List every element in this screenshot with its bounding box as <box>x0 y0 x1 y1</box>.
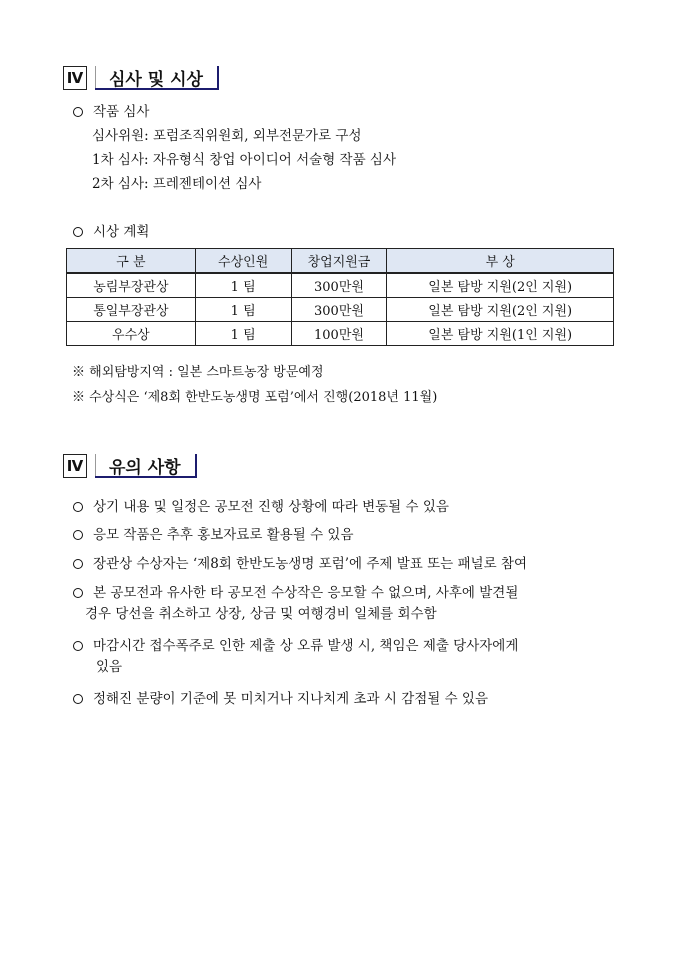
cell-winners: 1 팀 <box>195 298 291 322</box>
section-title: 심사 및 시상 <box>95 66 219 90</box>
notice-text-continued: 있음 <box>96 659 123 675</box>
circle-bullet-icon <box>73 530 83 540</box>
notice-text: 본 공모전과 유사한 타 공모전 수상작은 응모할 수 없으며, 사후에 발견될 <box>93 585 519 601</box>
review-heading-text: 작품 심사 <box>93 104 150 120</box>
award-heading-text: 시상 계획 <box>93 224 150 240</box>
circle-bullet-icon <box>73 502 83 512</box>
cell-fund: 300만원 <box>291 298 387 322</box>
notice-text: 마감시간 접수폭주로 인한 제출 상 오류 발생 시, 책임은 제출 당사자에게 <box>93 638 519 654</box>
award-table <box>66 248 614 346</box>
notice-text-continued: 경우 당선을 취소하고 상장, 상금 및 여행경비 일체를 회수함 <box>85 606 437 622</box>
table-row <box>67 322 614 346</box>
award-heading <box>73 223 149 241</box>
review-line: 1차 심사: 자유형식 창업 아이디어 서술형 작품 심사 <box>92 152 396 168</box>
review-heading <box>73 103 149 121</box>
notice-item <box>73 497 618 518</box>
review-line: 2차 심사: 프레젠테이션 심사 <box>92 176 262 192</box>
cell-winners: 1 팀 <box>195 322 291 346</box>
header-category: 구 분 <box>67 249 196 274</box>
notice-item <box>73 554 618 575</box>
header-winners: 수상인원 <box>195 249 291 274</box>
circle-bullet-icon <box>73 641 83 651</box>
circle-bullet-icon <box>73 107 83 117</box>
section-header-notice <box>63 454 197 478</box>
cell-prize: 일본 탐방 지원(2인 지원) <box>387 298 614 322</box>
cell-winners: 1 팀 <box>195 273 291 298</box>
notice-item <box>73 689 618 710</box>
section-header-review <box>63 66 219 90</box>
cell-prize: 일본 탐방 지원(1인 지원) <box>387 322 614 346</box>
notice-item <box>73 583 618 625</box>
notice-text: 응모 작품은 추후 홍보자료로 활용될 수 있음 <box>93 527 354 543</box>
cell-category: 통일부장관상 <box>67 298 196 322</box>
notice-text: 장관상 수상자는 ‘제8회 한반도농생명 포럼’에 주제 발표 또는 패널로 참여 <box>93 556 527 572</box>
circle-bullet-icon <box>73 694 83 704</box>
circle-bullet-icon <box>73 559 83 569</box>
cell-prize: 일본 탐방 지원(2인 지원) <box>387 273 614 298</box>
cell-category: 우수상 <box>67 322 196 346</box>
table-row <box>67 298 614 322</box>
section-numeral: Ⅳ <box>63 454 87 478</box>
circle-bullet-icon <box>73 588 83 598</box>
section-title: 유의 사항 <box>95 454 197 478</box>
table-row <box>67 273 614 298</box>
cell-fund: 300만원 <box>291 273 387 298</box>
notice-text: 상기 내용 및 일정은 공모전 진행 상황에 따라 변동될 수 있음 <box>93 499 449 515</box>
notice-text: 정해진 분량이 기준에 못 미치거나 지나치게 초과 시 감점될 수 있음 <box>93 691 489 707</box>
note-ceremony: ※ 수상식은 ‘제8회 한반도농생명 포럼’에서 진행(2018년 11월) <box>72 390 438 405</box>
circle-bullet-icon <box>73 227 83 237</box>
review-line: 심사위원: 포럼조직위원회, 외부전문가로 구성 <box>92 128 362 144</box>
header-prize: 부 상 <box>387 249 614 274</box>
cell-fund: 100만원 <box>291 322 387 346</box>
notice-item <box>73 525 618 546</box>
note-overseas: ※ 해외탐방지역 : 일본 스마트농장 방문예정 <box>72 365 324 380</box>
cell-category: 농림부장관상 <box>67 273 196 298</box>
notice-item <box>73 636 618 678</box>
section-numeral: Ⅳ <box>63 66 87 90</box>
header-fund: 창업지원금 <box>291 249 387 274</box>
table-header-row <box>67 249 614 274</box>
